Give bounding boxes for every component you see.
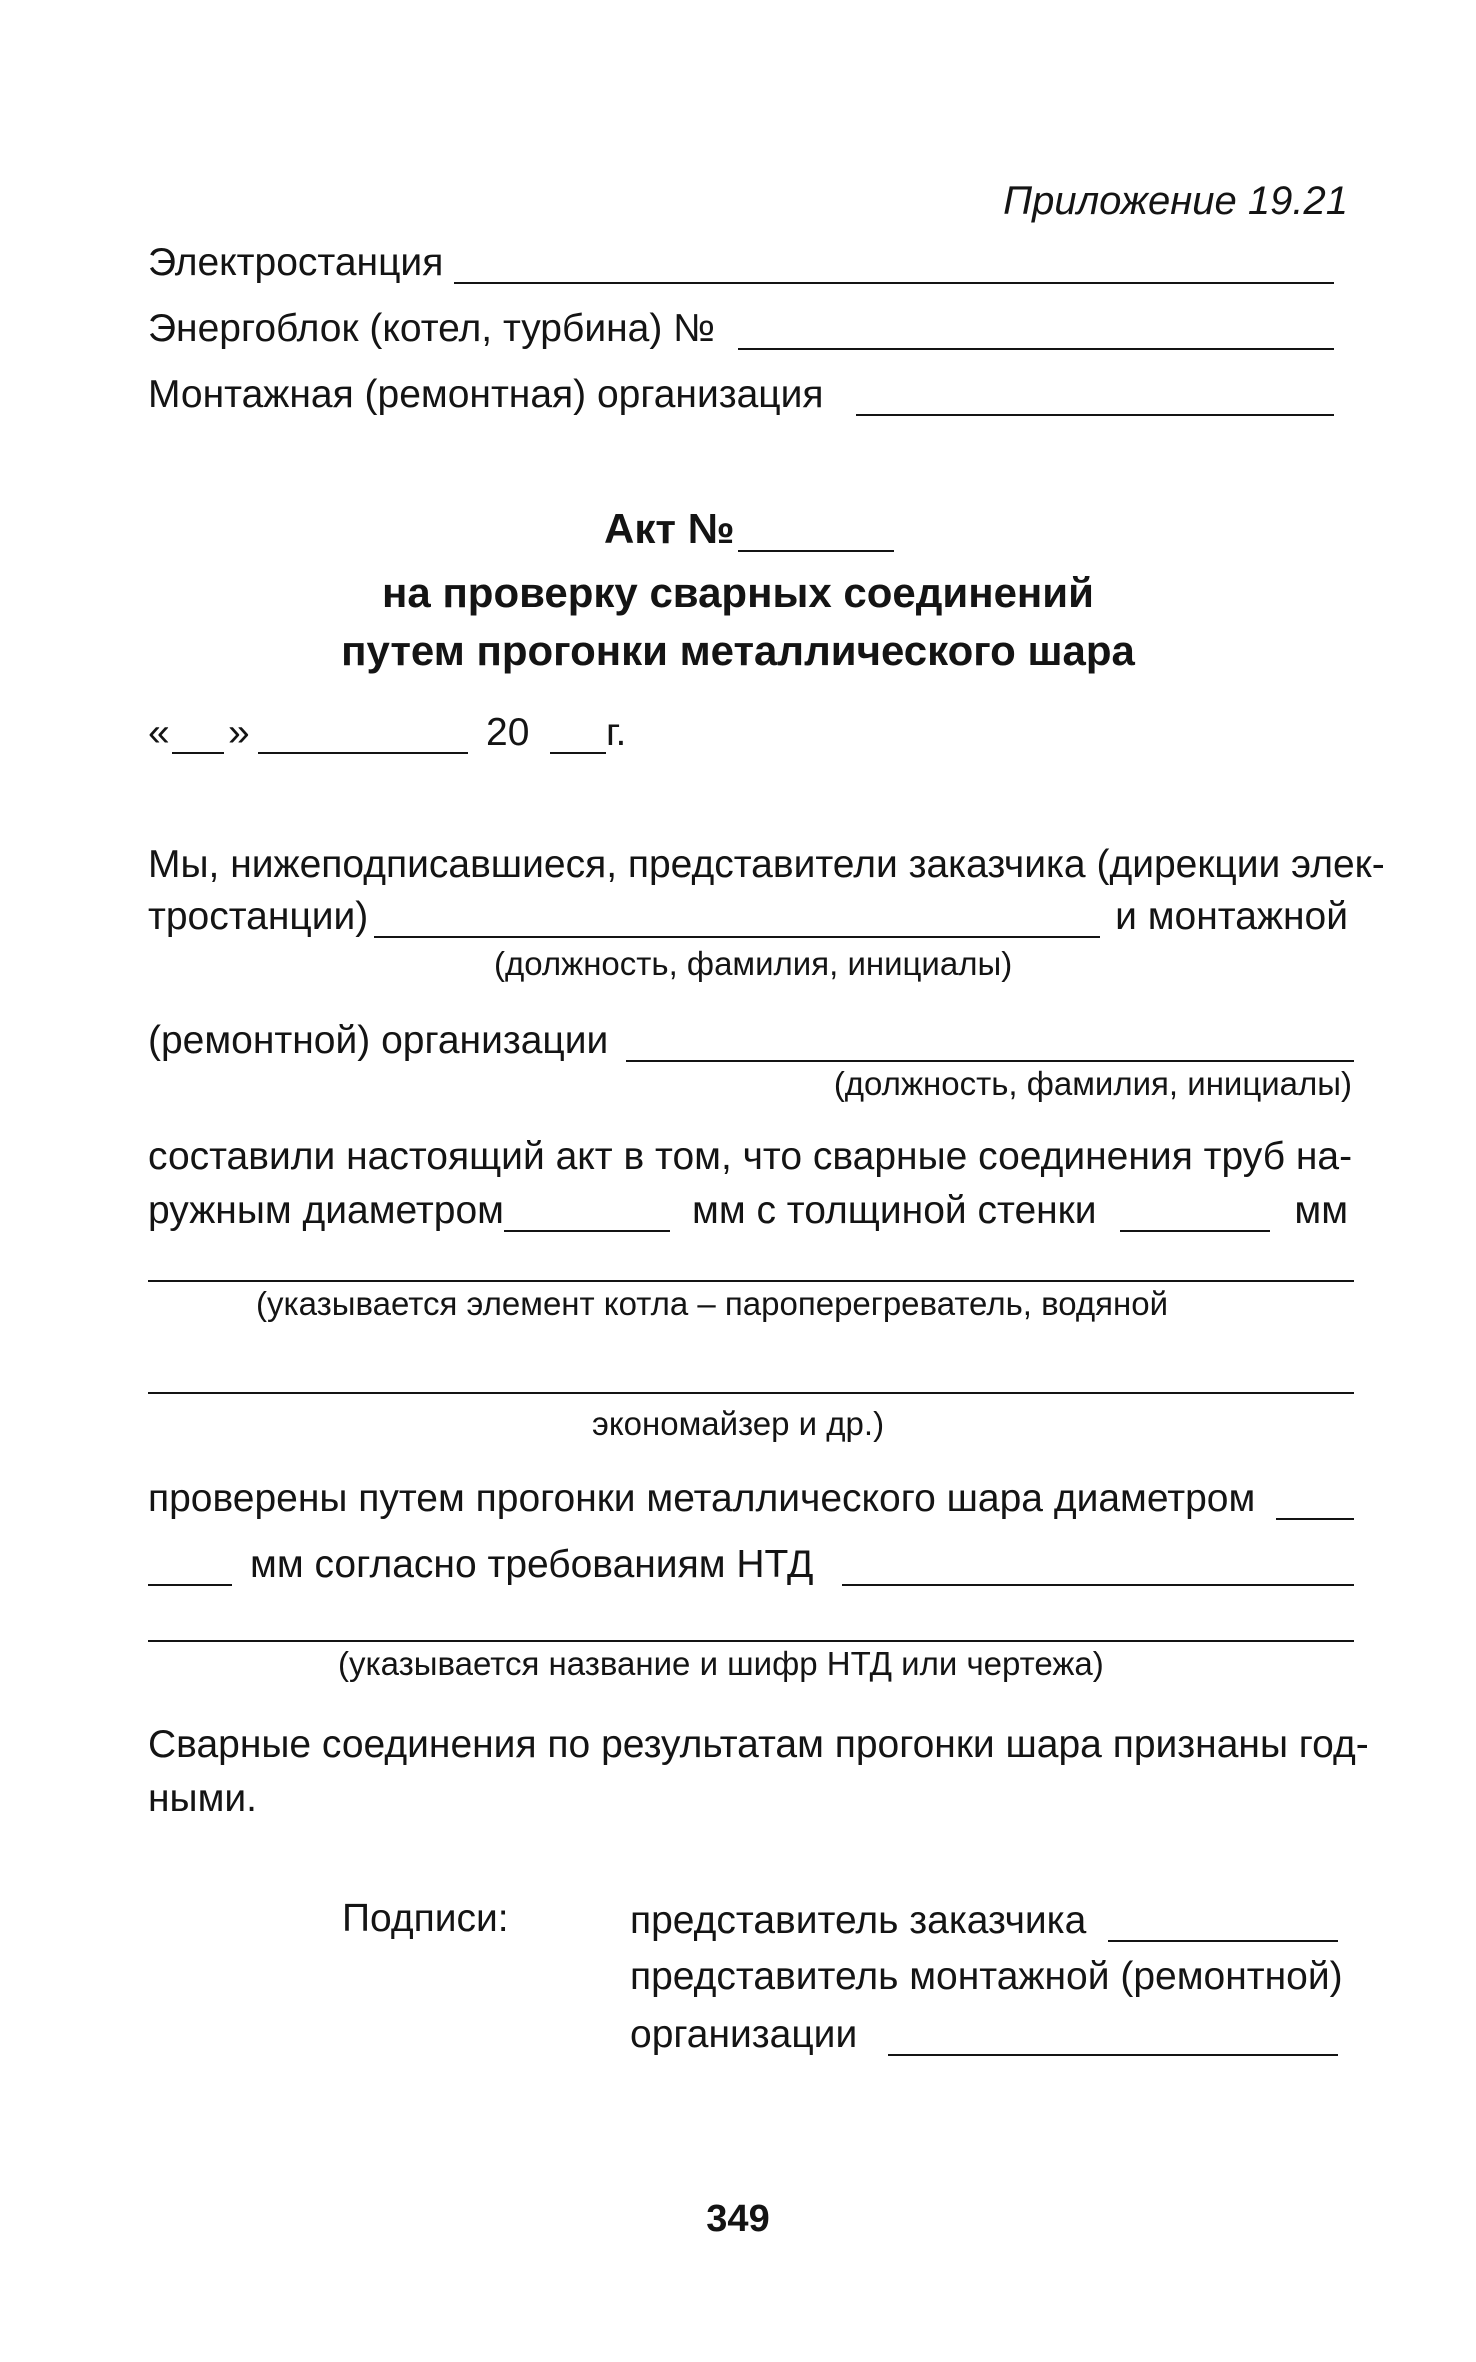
title-line-2: путем прогонки металлического шара [341,627,1135,674]
install-rep-field[interactable] [626,1060,1354,1062]
date-year-prefix: 20 [486,711,530,754]
date-open-quote: « [148,711,170,754]
p3-line-1: проверены путем прогонки металлического шара диаметром [148,1477,1256,1520]
hint-position-1: (должность, фамилия, инициалы) [494,945,1013,982]
install-rep-signature-field[interactable] [888,2054,1338,2056]
p4-line-1: Сварные соединения по результатам прогонки шара признаны год- [148,1723,1369,1766]
p3-line-2-a: мм согласно требованиям НТД [250,1543,814,1586]
page-number: 349 [706,2198,770,2240]
appendix-label: Приложение 19.21 [1003,179,1348,223]
power-station-label: Электростанция [148,241,444,284]
unit-label: Энергоблок (котел, турбина) № [148,307,716,350]
install-rep-signature-label-2: организации [630,2013,858,2056]
boiler-element-field-2[interactable] [148,1392,1354,1394]
p1-line-1: Мы, нижеподписавшиеся, представители заказчика (дирекции элек- [148,843,1385,886]
ball-diameter-field-b[interactable] [148,1584,232,1586]
p2-line-2-b: мм с толщиной стенки [692,1189,1097,1232]
p2-line-2-c: мм [1294,1189,1348,1232]
ntd-field-a[interactable] [842,1584,1354,1586]
hint-element-1: (указывается элемент котла – пароперегреватель, водяной [256,1285,1169,1322]
power-station-field[interactable] [454,282,1334,284]
unit-field[interactable] [738,348,1334,350]
customer-rep-field[interactable] [374,936,1100,938]
hint-element-2: экономайзер и др.) [592,1405,885,1442]
customer-rep-signature-field[interactable] [1108,1940,1338,1942]
organization-label: Монтажная (ремонтная) организация [148,373,824,416]
date-year-field[interactable] [550,752,606,754]
hint-position-2: (должность, фамилия, инициалы) [833,1065,1352,1102]
act-number-label: Акт № [604,505,735,552]
ball-diameter-field-a[interactable] [1276,1518,1354,1520]
act-number-field[interactable] [738,550,894,552]
signatures-label: Подписи: [342,1897,509,1940]
p2-line-1: составили настоящий акт в том, что сварные соединения труб на- [148,1135,1353,1178]
date-day-field[interactable] [172,752,224,754]
p1-line-3: (ремонтной) организации [148,1019,609,1062]
wall-thickness-field[interactable] [1120,1230,1270,1232]
title-line-1: на проверку сварных соединений [382,569,1094,616]
boiler-element-field-1[interactable] [148,1280,1354,1282]
ntd-field-b[interactable] [148,1640,1354,1642]
date-month-field[interactable] [258,752,468,754]
p4-line-2: ными. [148,1777,258,1820]
date-close-quote: » [228,711,250,754]
hint-ntd: (указывается название и шифр НТД или чертежа) [338,1645,1104,1682]
p1-line-2-end: и монтажной [1115,895,1348,938]
organization-field[interactable] [856,414,1334,416]
diameter-field[interactable] [504,1230,670,1232]
date-year-suffix: г. [606,711,627,754]
p2-line-2-a: ружным диаметром [148,1189,504,1232]
customer-rep-signature-label: представитель заказчика [630,1899,1087,1942]
install-rep-signature-label-1: представитель монтажной (ремонтной) [630,1955,1343,1998]
p1-line-2-start: тростанции) [148,895,369,938]
